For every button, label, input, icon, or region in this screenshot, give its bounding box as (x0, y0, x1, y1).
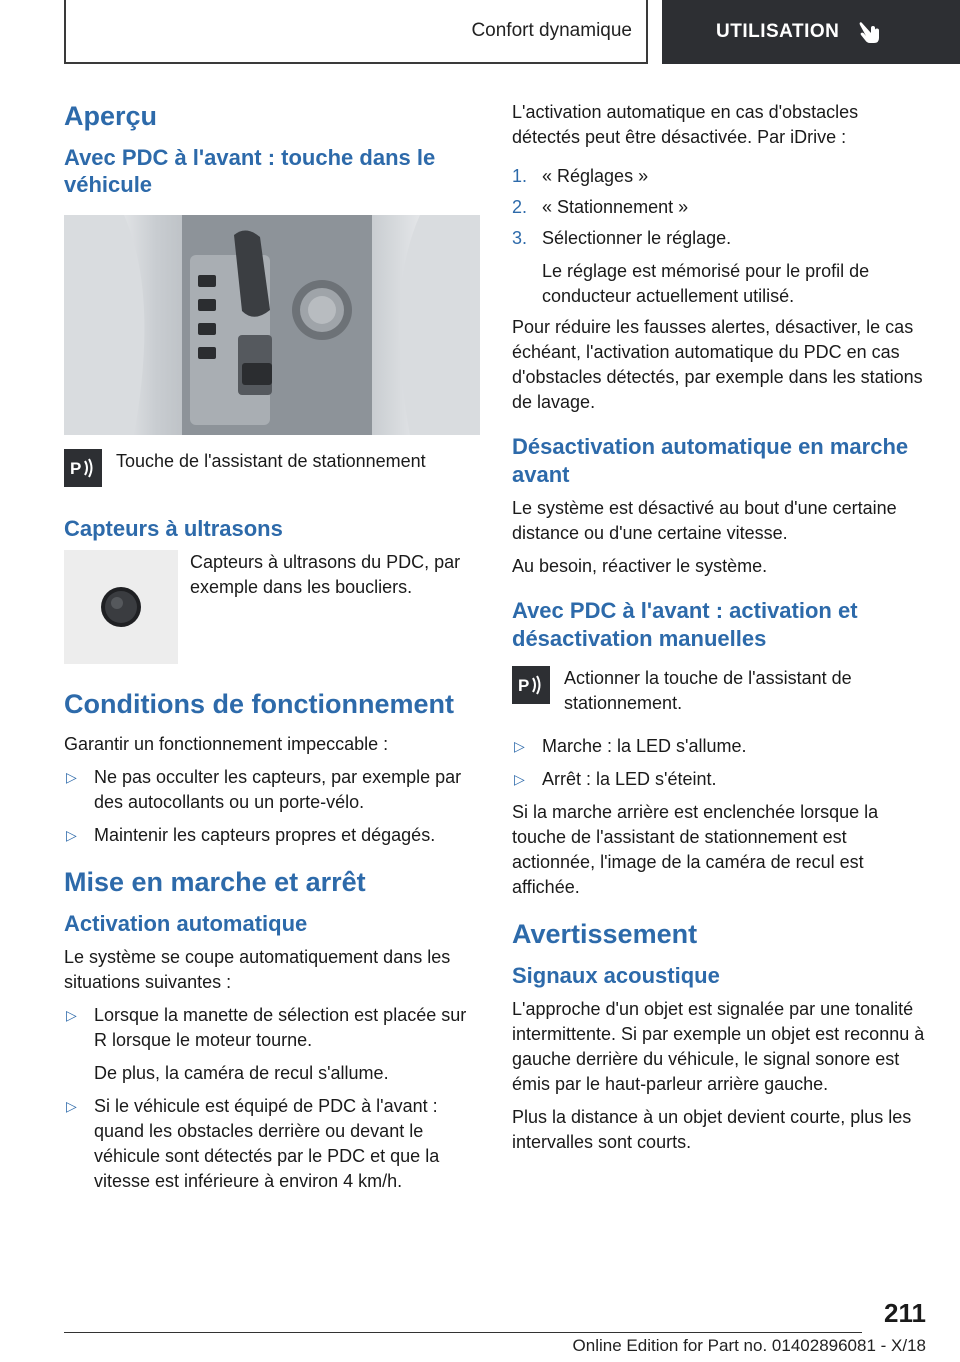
footer-edition: Online Edition for Part no. 01402896081 - X/18 (572, 1336, 926, 1355)
reactivate-text: Au besoin, réactiver le système. (512, 556, 768, 576)
idrive-steps-list (512, 164, 926, 309)
park-assist-button-caption: Touche de l'assistant de stationnement (116, 450, 426, 471)
park-assist-icon (512, 666, 550, 704)
center-console-photo (64, 215, 480, 435)
hand-pointer-icon (857, 19, 883, 45)
list-item: ▷ Lorsque la manette de sélection est placée sur R lorsque le moteur tourne. De plus, la caméra de recul s'allume. (64, 1003, 482, 1086)
list-item: 2. « Stationnement » (512, 197, 689, 217)
park-assist-button-caption-row (64, 449, 482, 487)
list-item: 3. Sélectionner le réglage. Le réglage est mémorisé pour le profil de conducteur actuellement utilisé. (512, 226, 926, 309)
center-console-illustration (64, 215, 480, 435)
conditions-intro: Garantir un fonctionnement impeccable : (64, 734, 389, 754)
triangle-bullet-icon: ▷ (514, 738, 525, 754)
heading-ultrasonic-sensors: Capteurs à ultrasons (64, 515, 283, 541)
page-number: 211 (884, 1298, 926, 1328)
heading-pdc-front-button: Avec PDC à l'avant : touche dans le véhicule (64, 144, 436, 198)
reverse-gear-text: Si la marche arrière est enclenchée lorsque la touche de l'assistant de stationnement est actionnée, l'image de la caméra de recul est affichée. (512, 802, 879, 897)
conditions-list (64, 765, 482, 848)
footer-divider (64, 1332, 862, 1333)
list-item: ▷ Ne pas occulter les capteurs, par exemple par des autocollants ou un porte-vélo. (66, 767, 462, 812)
header-section-title: Confort dynamique (471, 20, 632, 41)
deactivation-text: Le système est désactivé au bout d'une certaine distance ou d'une certaine vitesse. (512, 498, 897, 543)
sensor-circle-icon (91, 577, 151, 637)
header-chapter-title: UTILISATION (716, 21, 840, 42)
list-item: ▷ Si le véhicule est équipé de PDC à l'avant : quand les obstacles derrière ou devant le véhicule sont détectés par le PDC et que la vitesse est inférieure à environ 4 km/h. (66, 1096, 440, 1192)
svg-text:P: P (518, 676, 530, 695)
heading-auto-deactivation: Désactivation automatique en marche avant (512, 434, 909, 487)
ultrasonic-sensor-photo (64, 550, 178, 664)
svg-text:P: P (70, 458, 82, 478)
triangle-bullet-icon: ▷ (66, 769, 77, 785)
list-item: 1. « Réglages » (512, 166, 649, 186)
distance-text: Plus la distance à un objet devient courte, plus les intervalles sont courts. (512, 1107, 912, 1153)
list-item: ▷ Marche : la LED s'allume. (512, 734, 926, 759)
heading-auto-activation: Activation automatique (64, 910, 308, 936)
auto-activation-list (64, 1003, 482, 1194)
heading-apercu: Aperçu (64, 101, 158, 131)
triangle-bullet-icon: ▷ (66, 1098, 77, 1115)
heading-conditions: Conditions de fonctionnement (64, 689, 454, 720)
ultrasonic-sensors-text: Capteurs à ultrasons du PDC, par exemple dans les boucliers. (190, 552, 461, 598)
header-chapter-tab (662, 0, 960, 64)
auto-activation-intro: Le système se coupe automatiquement dans les situations suivantes : (64, 947, 451, 993)
left-column (64, 100, 482, 1202)
list-item-note: De plus, la caméra de recul s'allume. (94, 1063, 389, 1084)
list-item: ▷ Maintenir les capteurs propres et dégagés. (64, 823, 482, 848)
list-item-note: Le réglage est mémorisé pour le profil de conducteur actuellement utilisé. (542, 261, 870, 306)
sensor-row (64, 550, 482, 664)
heading-warning: Avertissement (512, 919, 698, 949)
manual-caption-row (512, 666, 926, 716)
right-column (512, 100, 926, 1163)
triangle-bullet-icon: ▷ (514, 771, 525, 787)
manual-caption: Actionner la touche de l'assistant de stationnement. (564, 668, 852, 713)
false-alarm-text: Pour réduire les fausses alertes, désactiver, le cas échéant, l'activation automatique du PDC en cas d'obstacles détectés, par exemple dans les stations de lavage. (512, 317, 923, 412)
auto-off-text: L'activation automatique en cas d'obstacles détectés peut être désactivée. Par iDrive : (512, 102, 859, 147)
park-assist-icon (64, 449, 102, 487)
triangle-bullet-icon: ▷ (66, 1007, 77, 1024)
acoustic-text: L'approche d'un objet est signalée par une tonalité intermittente. Si par exemple un objet est reconnu à gauche derrière du véhicule, le signal sonore est émis par le haut-parleur arrière gauche. (512, 999, 925, 1095)
heading-manual-activation: Avec PDC à l'avant : activation et désactivation manuelles (512, 598, 858, 651)
manual-states-list (512, 734, 926, 792)
list-item: ▷ Arrêt : la LED s'éteint. (512, 767, 926, 792)
header-section-box (64, 0, 648, 64)
triangle-bullet-icon: ▷ (66, 827, 77, 843)
heading-acoustic-signals: Signaux acoustique (512, 962, 720, 988)
heading-on-off: Mise en marche et arrêt (64, 867, 366, 897)
